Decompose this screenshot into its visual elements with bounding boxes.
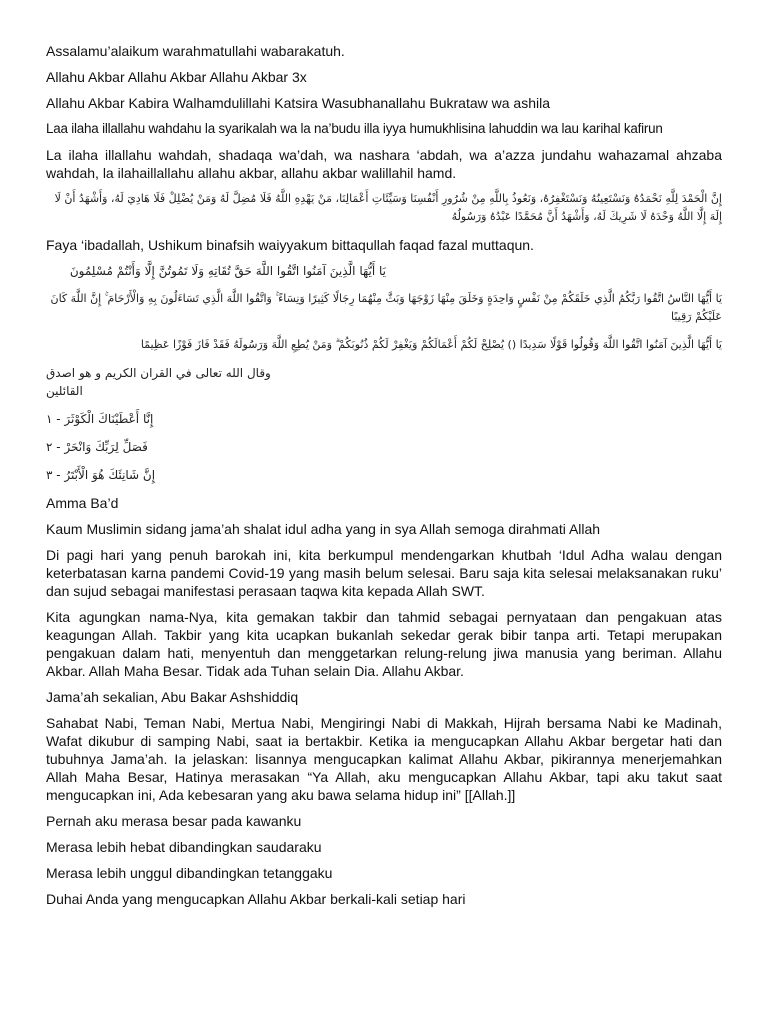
arabic-quran-intro: وقال الله تعالى في القران الكريم و هو اصدق القائلين bbox=[46, 366, 271, 398]
tahlil-paragraph: La ilaha illallahu wahdah, shadaqa wa’dah, wa nashara ‘abdah, wa a’azza jundahu wahazamal ahzaba wahdah, la ilahaillallahu allahu akbar, allahu akbar walillahil hamd. bbox=[46, 147, 722, 181]
wasiat-line: Faya ‘ibadallah, Ushikum binafsih waiyyakum bittaqullah faqad fazal muttaqun. bbox=[46, 237, 534, 253]
line-saudaraku: Merasa lebih hebat dibandingkan saudaraku bbox=[46, 839, 322, 855]
kautsar-ayat-3: إِنَّ شَانِئَكَ هُوَ الْأَبْتَرُ - ٣ bbox=[46, 468, 156, 482]
arabic-ali-imran: يَا أَيُّهَا الَّذِينَ آمَنُوا اتَّقُوا اللَّهَ حَقَّ تُقَاتِهِ وَلَا تَمُوتُنَّ إِلَّا وَأَنْتُمْ مُسْلِمُونَ bbox=[69, 264, 386, 278]
paragraph-pagi-hari: Di pagi hari yang penuh barokah ini, kita berkumpul mendengarkan khutbah ‘Idul Adha walau dengan keterbatasan karna pandemi Covid-19 yang masih belum selesai. Baru saja kita selesai melaksanakan ruku’ dan sujud sebagai manifestasi perasaan taqwa kita kepada Allah SWT. bbox=[46, 547, 722, 599]
arabic-nisa: يَا أَيُّهَا النَّاسُ اتَّقُوا رَبَّكُمُ الَّذِي خَلَقَكُمْ مِنْ نَفْسٍ وَاحِدَةٍ وَخَلَقَ مِنْهَا زَوْجَهَا وَبَثَّ مِنْهُمَا رِجَالًا كَثِيرًا وَنِسَاءً ۚ وَاتَّقُوا اللَّهَ الَّذِي تَسَاءَلُونَ بِهِ وَالْأَرْحَامَ ۚ إِنَّ اللَّهَ كَانَ عَلَيْكُمْ رَقِيبًا bbox=[50, 292, 722, 323]
amma-bad-line: Amma Ba’d bbox=[46, 495, 119, 511]
kaum-muslimin-line: Kaum Muslimin sidang jama’ah shalat idul adha yang in sya Allah semoga dirahmati Allah bbox=[46, 521, 601, 537]
salam-line: Assalamu’alaikum warahmatullahi wabarakatuh. bbox=[46, 43, 345, 59]
paragraph-agungkan: Kita agungkan nama-Nya, kita gemakan takbir dan tahmid sebagai pernyataan dan pengakuan atas keagungan Allah. Takbir yang kita ucapkan bukanlah sekedar gerak bibir tanpa arti. Tetapi merupakan pengakuan dalam hati, menyentuh dan menggetarkan relung-relung jiwa manusia yang beriman. Allahu Akbar. Allah Maha Besar. Tidak ada Tuhan selain Dia. Allahu Akbar. bbox=[46, 609, 722, 679]
jamaah-abu-bakar-line: Jama’ah sekalian, Abu Bakar Ashshiddiq bbox=[46, 689, 299, 705]
kautsar-ayat-1: إِنَّا أَعْطَيْنَاكَ الْكَوْثَرَ - ١ bbox=[46, 412, 154, 426]
arabic-ahzab: يَا أَيُّهَا الَّذِينَ آمَنُوا اتَّقُوا اللَّهَ وَقُولُوا قَوْلًا سَدِيدًا () يُصْلِحْ لَكُمْ أَعْمَالَكُمْ وَيَغْفِرْ لَكُمْ ذُنُوبَكُمْ ۗ وَمَنْ يُطِعِ اللَّهَ وَرَسُولَهُ فَقَدْ فَازَ فَوْزًا عَظِيمًا bbox=[140, 338, 722, 351]
paragraph-sahabat-nabi: Sahabat Nabi, Teman Nabi, Mertua Nabi, Mengiringi Nabi di Makkah, Hijrah bersama Nabi ke Madinah, Wafat dikubur di samping Nabi, saat ia bertakbir. Ketika ia mengucapkan Allahu Akbar bergetar hati dan tubuhnya Jama’ah. Ia jelaskan: lisannya mengucapkan kalimat Allahu Akbar, pikirannya menerjemahkan Allah Maha Besar, Hatinya merasakan “Ya Allah, aku mengucapkan Allahu Akbar, tapi aku takut saat mengucapkan ini, Ada kebesaran yang aku bawa selama hidup ini” [[Allah.]] bbox=[46, 715, 722, 803]
line-tetanggaku: Merasa lebih unggul dibandingkan tetanggaku bbox=[46, 865, 333, 881]
takbir-kabira-line: Allahu Akbar Kabira Walhamdulillahi Katsira Wasubhanallahu Bukrataw wa ashila bbox=[46, 95, 551, 111]
kautsar-ayat-2: فَصَلِّ لِرَبِّكَ وَانْحَرْ - ٢ bbox=[46, 440, 148, 454]
arabic-hamdalah: إِنَّ الْحَمْدَ لِلَّهِ نَحْمَدُهُ وَنَسْتَعِينُهُ وَنَسْتَغْفِرُهُ، وَنَعُوذُ بِاللَّهِ مِنْ شُرُورِ أَنْفُسِنَا وَسَيِّئَاتِ أَعْمَالِنَا، مَنْ يَهْدِهِ اللَّهُ فَلَا مُضِلَّ لَهُ وَمَنْ يُضْلِلْ فَلَا هَادِيَ لَهُ، وَأَشْهَدُ أَنْ لَا إِلَهَ إِلَّا اللَّهُ وَحْدَهُ لَا شَرِيكَ لَهُ، وَأَشْهَدُ أَنَّ مُحَمَّدًا عَبْدُهُ وَرَسُولُهُ bbox=[54, 192, 722, 223]
line-duhai: Duhai Anda yang mengucapkan Allahu Akbar berkali-kali setiap hari bbox=[46, 891, 466, 907]
line-kawanku: Pernah aku merasa besar pada kawanku bbox=[46, 813, 302, 829]
takbir-3x-line: Allahu Akbar Allahu Akbar Allahu Akbar 3x bbox=[46, 69, 307, 85]
tahlil-line: Laa ilaha illallahu wahdahu la syarikalah wa la na’budu illa iyya humukhlisina lahuddin wa lau karihal kafirun bbox=[46, 121, 663, 136]
